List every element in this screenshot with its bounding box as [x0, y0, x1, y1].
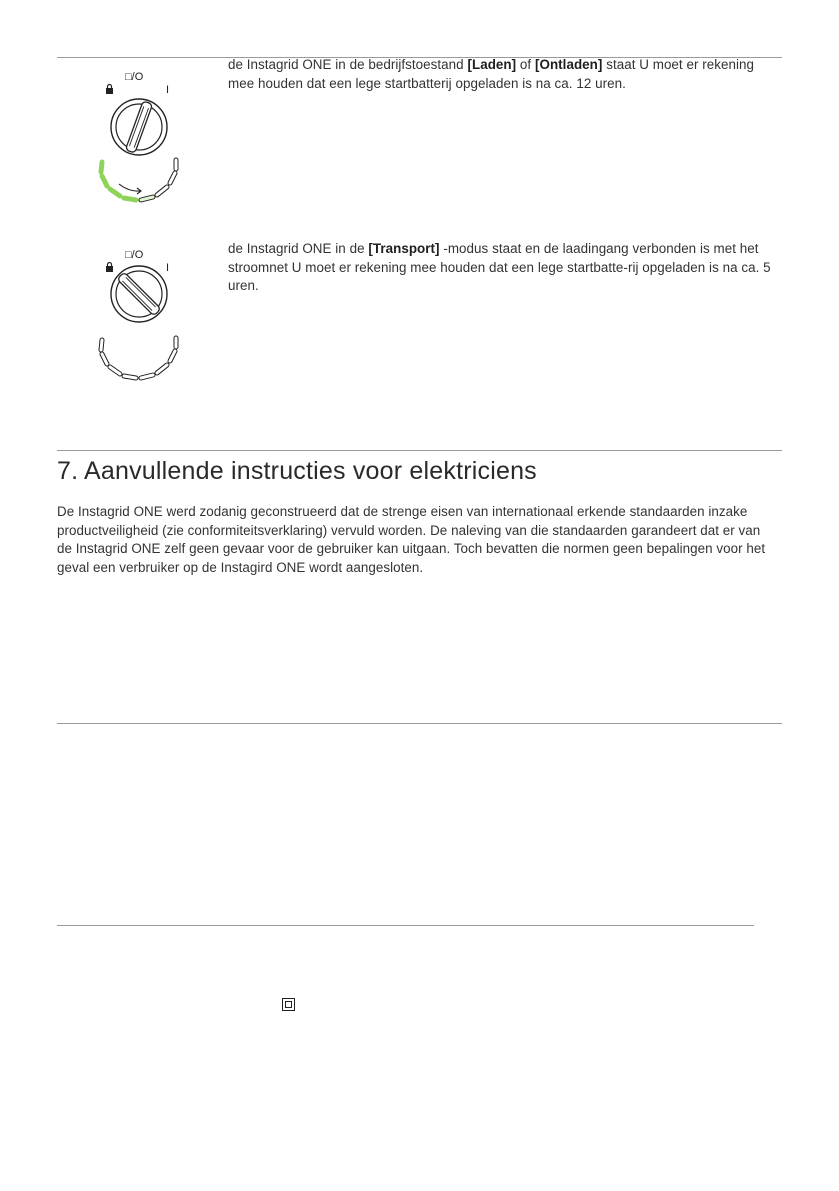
dial-illustration-transport [85, 246, 195, 386]
status-arc-transport [101, 338, 176, 378]
section-divider [57, 450, 782, 451]
rotary-switch [111, 99, 167, 155]
battery-off-label: □/O [125, 71, 144, 83]
mode-label-laden: [Laden] [467, 57, 517, 72]
dial-illustration-charging [85, 68, 195, 208]
section-title: 7. Aanvullende instructies voor elektriciens [57, 457, 537, 485]
direction-arrow-icon [119, 184, 141, 191]
rotary-switch [111, 266, 167, 322]
charging-time-note: de Instagrid ONE in de bedrijfstoestand [Laden] of [Ontladen] staat U moet er rekening mee houden dat een lege startbatterij opgeladen is na ca. 12 uren. [228, 57, 755, 91]
section-body: De Instagrid ONE werd zodanig geconstrueerd dat de strenge eisen van internationaal erkende standaarden inzake productveiligheid (zie conformiteitsverklaring) vervuld worden. De naleving van die standaarden garandeert dat er van de Instagrid ONE zelf geen gevaar voor de gebruiker kan uitgaan. Toch bevatten die normen geen bepalingen voor het geval een verbruiker op de Instagird ONE wordt aangesloten. [57, 504, 766, 575]
mode-label-transport: [Transport] [368, 241, 440, 256]
lock-icon [106, 263, 113, 273]
on-label: I [166, 262, 170, 274]
on-label: I [166, 84, 170, 96]
divider-lower-2 [57, 925, 754, 926]
transport-time-note: de Instagrid ONE in de [Transport] -modus staat en de laadingang verbonden is met het stroomnet U moet er rekening mee houden dat een lege startbatte-rij opgeladen is na ca. 5 uren. [228, 241, 771, 294]
lock-icon [106, 85, 113, 95]
double-insulation-icon [282, 998, 295, 1011]
battery-off-label: □/O [125, 249, 144, 261]
status-arc-charging [101, 160, 176, 200]
mode-label-ontladen: [Ontladen] [534, 57, 603, 72]
divider-lower-1 [57, 723, 782, 724]
